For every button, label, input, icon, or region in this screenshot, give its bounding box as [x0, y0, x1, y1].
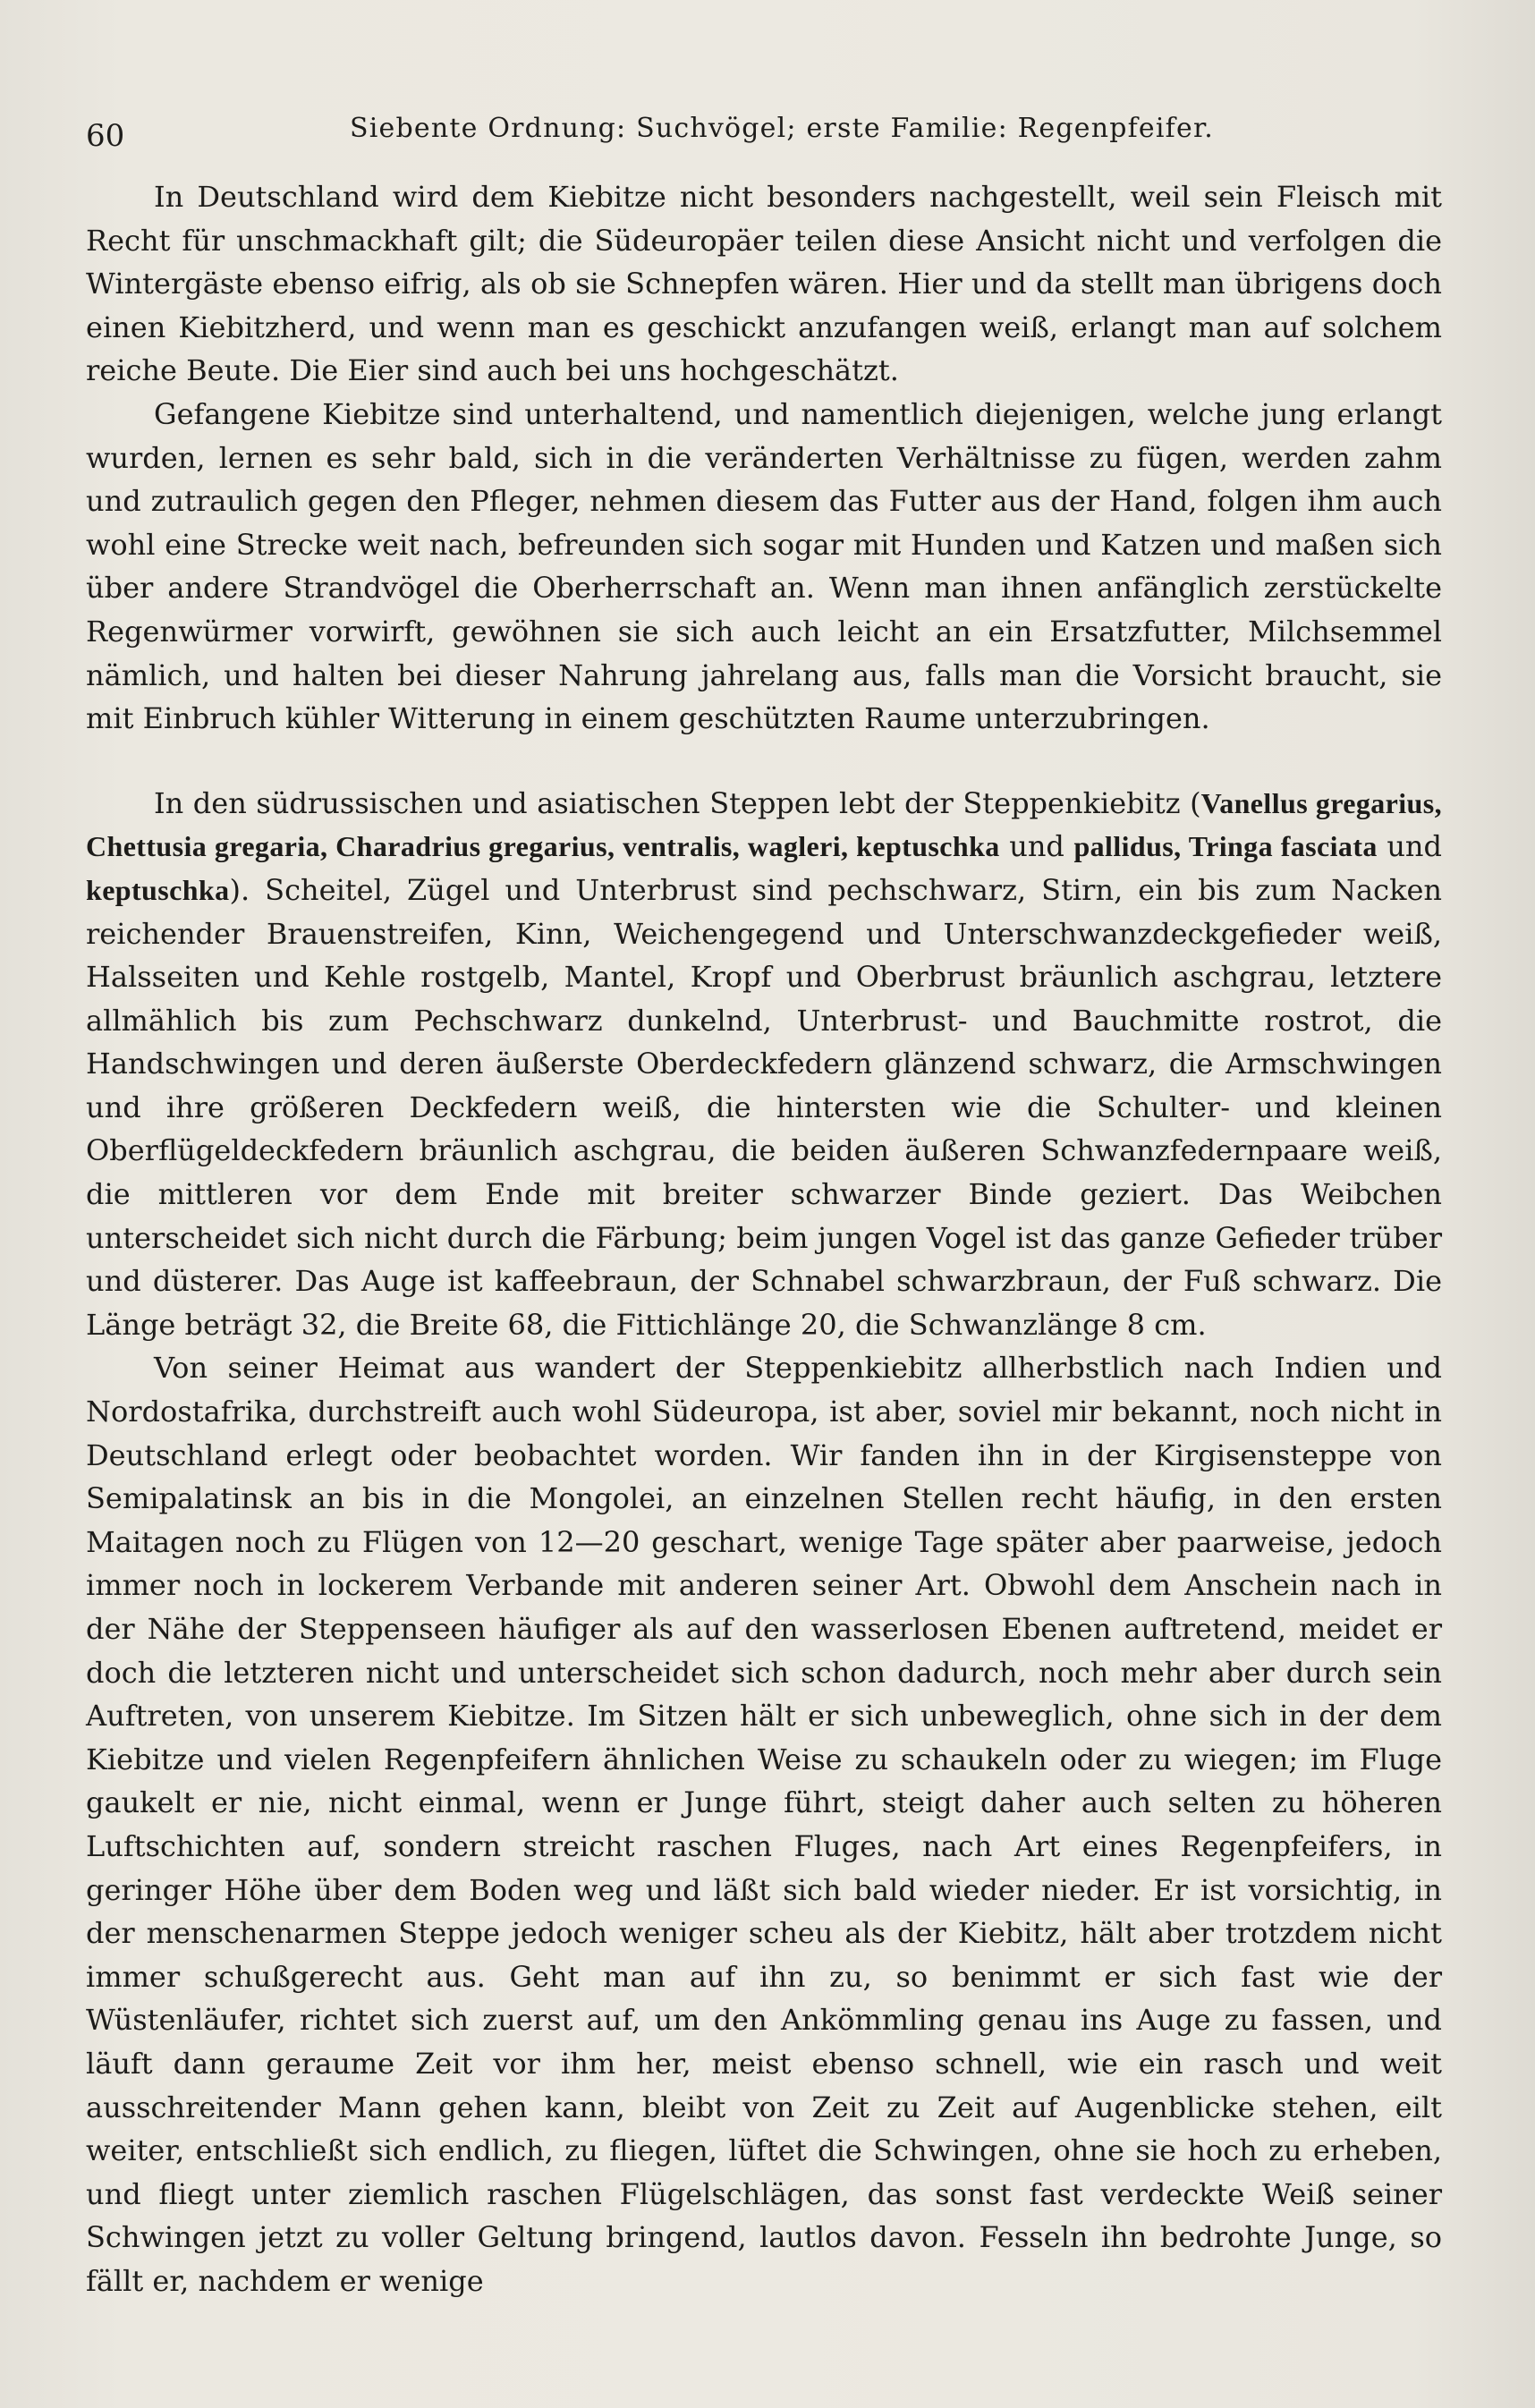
description-body: ). Scheitel, Zügel und Unterbrust sind pechschwarz, Stirn, ein bis zum Nacken reichender Brauenstreifen, Kinn, Weichengegend und Unterschwanzdeckgefieder weiß, Halsseiten und Kehle rostgelb, Mantel, Kropf und Oberbrust bräunlich aschgrau, letztere allmählich bis zum Pechschwarz dunkelnd, Unterbrust- und Bauchmitte rostrot, die Handschwingen und deren äußerste Oberdeckfedern glänzend schwarz, die Armschwingen und ihre größeren Deckfedern weiß, die hintersten wie die Schulter- und kleinen Oberflügeldeckfedern bräunlich aschgrau, die beiden äußeren Schwanzfedernpaare weiß, die mittleren vor dem Ende mit breiter schwarzer Binde geziert. Das Weibchen unterscheidet sich nicht durch die Färbung; beim jungen Vogel ist das ganze Gefieder trüber und düsterer. Das Auge ist kaffeebraun, der Schnabel schwarzbraun, der Fuß schwarz. Die Länge beträgt 32, die Breite 68, die Fittichlänge 20, die Schwanzlänge 8 cm. [86, 872, 1442, 1342]
paragraph-migration-behavior: Von seiner Heimat aus wandert der Steppenkiebitz allherbstlich nach Indien und Nordostafrika, durchstreift auch wohl Südeuropa, ist aber, soviel mir bekannt, noch nicht in Deutschland erlegt oder beobachtet worden. Wir fanden ihn in der Kirgisensteppe von Semipalatinsk an bis in die Mongolei, an einzelnen Stellen recht häufig, in den ersten Maitagen noch zu Flügen von 12—20 geschart, wenige Tage später aber paarweise, jedoch immer noch in lockerem Verbande mit anderen seiner Art. Obwohl dem Anschein nach in der Nähe der Steppenseen häufiger als auf den wasserlosen Ebenen auftretend, meidet er doch die letzteren nicht und unterscheidet sich schon dadurch, noch mehr aber durch sein Auftreten, von unserem Kiebitze. Im Sitzen hält er sich unbeweglich, ohne sich in der dem Kiebitze und vielen Regenpfeifern ähnlichen Weise zu schaukeln oder zu wiegen; im Fluge gaukelt er nie, nicht einmal, wenn er Junge führt, steigt daher auch selten zu höheren Luftschichten auf, sondern streicht raschen Fluges, nach Art eines Regenpfeifers, in geringer Höhe über dem Boden weg und läßt sich bald wieder nieder. Er ist vorsichtig, in der menschenarmen Steppe jedoch weniger scheu als der Kiebitz, hält aber trotzdem nicht immer schußgerecht aus. Geht man auf ihn zu, so benimmt er sich fast wie der Wüstenläufer, richtet sich zuerst auf, um den Ankömmling genau ins Auge zu fassen, und läuft dann geraume Zeit vor ihm her, meist ebenso schnell, wie ein rasch und weit ausschreitender Mann gehen kann, bleibt von Zeit zu Zeit auf Augenblicke stehen, eilt weiter, entschließt sich endlich, zu fliegen, lüftet die Schwingen, ohne sie hoch zu erheben, und fliegt unter ziemlich raschen Flügelschlägen, das sonst fast verdeckte Weiß seiner Schwingen jetzt zu voller Geltung bringend, lautlos davon. Fesseln ihn bedrohte Junge, so fällt er, nachdem er wenige [86, 1351, 1442, 2298]
latin-names-1: Vanellus gregarius, Chettusia gregaria, Charadrius gregarius, ventralis, wagleri, keptuschka [86, 786, 1443, 863]
description-intro: In den südrussischen und asiatischen Steppen lebt der Steppenkiebitz ( [154, 785, 1201, 820]
paragraph-hunting: In Deutschland wird dem Kiebitze nicht besonders nachgestellt, weil sein Fleisch mit Recht für unschmackhaft gilt; die Südeuropäer teilen diese Ansicht nicht und verfolgen die Wintergäste ebenso eifrig, als ob sie Schnepfen wären. Hier und da stellt man übrigens doch einen Kiebitzherd, und wenn man es geschickt anzufangen weiß, erlangt man auf solchem reiche Beute. Die Eier sind auch bei uns hochgeschätzt. [86, 180, 1442, 388]
body-text [86, 175, 1442, 2303]
page-header [86, 106, 1481, 154]
conjunction-1: und [999, 829, 1074, 864]
latin-names-2: pallidus, Tringa fasciata [1073, 830, 1378, 863]
paragraph-captivity: Gefangene Kiebitze sind unterhaltend, und namentlich diejenigen, welche jung erlangt wurden, lernen es sehr bald, sich in die veränderten Verhältnisse zu fügen, werden zahm und zutraulich gegen den Pfleger, nehmen diesem das Futter aus der Hand, folgen ihm auch wohl eine Strecke weit nach, befreunden sich sogar mit Hunden und Katzen und maßen sich über andere Strandvögel die Oberherrschaft an. Wenn man ihnen anfänglich zerstückelte Regenwürmer vorwirft, gewöhnen sie sich auch leicht an ein Ersatzfutter, Milchsemmel nämlich, und halten bei dieser Nahrung jahrelang aus, falls man die Vorsicht braucht, sie mit Einbruch kühler Witterung in einem geschützten Raume unterzubringen. [86, 396, 1442, 736]
paragraph-steppe-lapwing-description [86, 782, 1442, 1347]
latin-names-3: keptuschka [86, 873, 230, 906]
conjunction-2: und [1377, 829, 1443, 864]
running-title: Siebente Ordnung: Suchvögel; erste Familie: Regenpfeifer. [350, 113, 1214, 144]
page-number: 60 [86, 118, 125, 154]
